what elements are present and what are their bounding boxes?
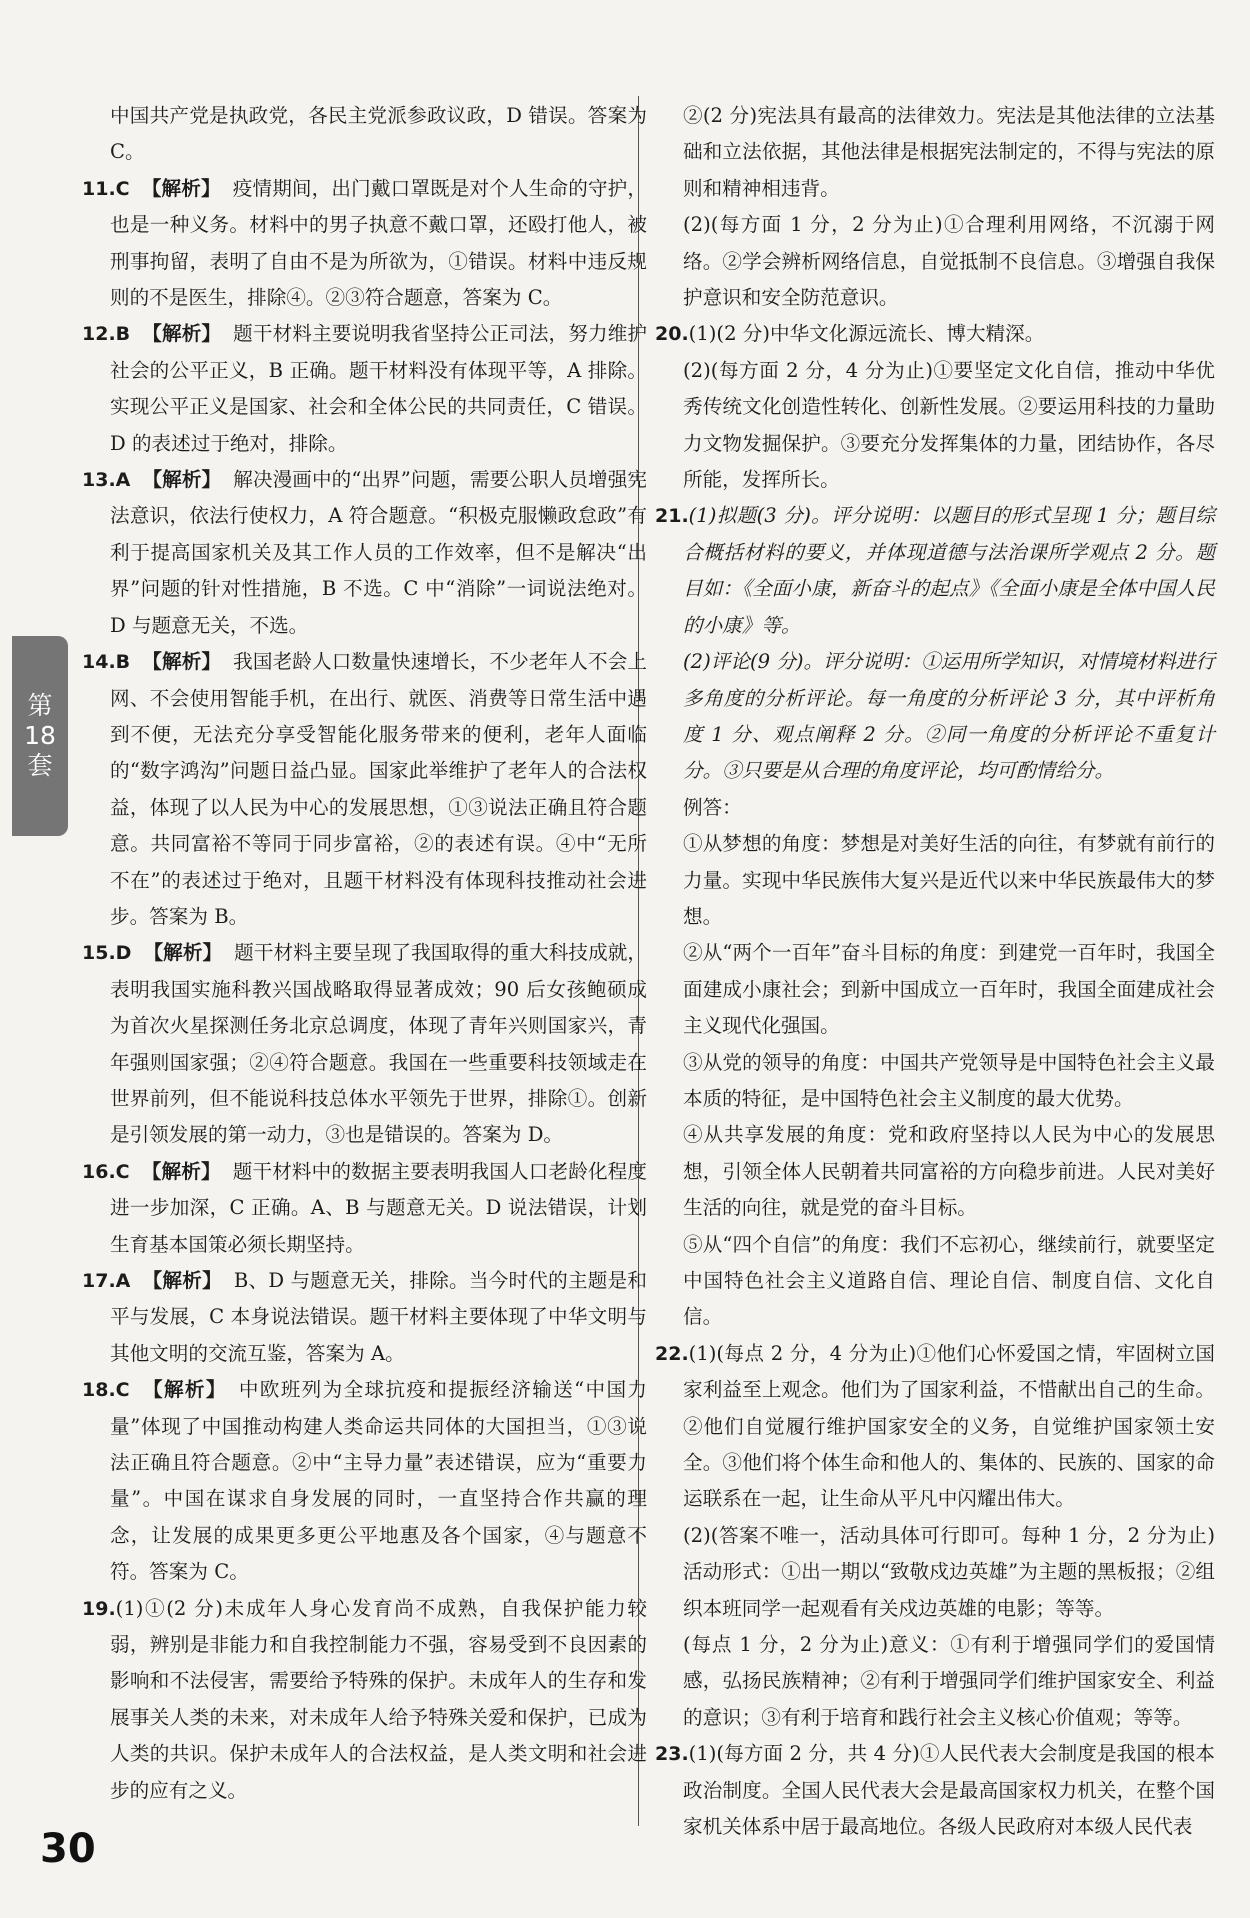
answer-letter: B (115, 651, 131, 674)
answer-13 (82, 462, 647, 644)
analysis-tag: 【解析】 (143, 941, 223, 965)
answer-letter: A (115, 469, 131, 492)
example-point-2: ②从“两个一百年”奋斗目标的角度：到建党一百年时，我国全面建成小康社会；到新中国成立一百年时，我国全面建成社会主义现代化强国。 (683, 941, 1215, 1038)
answer-22-part-1 (655, 1336, 1215, 1518)
answer-text: 解决漫画中的“出界”问题，需要公职人员增强宪法意识，依法行使权力，A 符合题意。“积极克服懒政怠政”有利于提高国家机关及其工作人员的工作效率，但不是解决“出界”问题的针对性措施，B 不选。C 中“消除”一词说法绝对。D 与题意无关，不选。 (110, 468, 647, 637)
question-number: 19. (82, 1597, 116, 1620)
answer-letter: A (115, 1270, 131, 1292)
analysis-tag: 【解析】 (142, 1269, 222, 1292)
question-number: 21. (655, 505, 689, 528)
question-number: 17. (82, 1270, 116, 1292)
answer-text: 中欧班列为全球抗疫和提振经济输送“中国力量”体现了中国推动构建人类命运共同体的大国担当，①③说法正确且符合题意。②中“主导力量”表述错误，应为“重要力量”。中国在谋求自身发展的同时，一直坚持合作共赢的理念，让发展的成果更多更公平地惠及各个国家，④与题意不符。答案为 C。 (110, 1378, 647, 1584)
answer-21-part-2: (2)评论(9 分)。评分说明：①运用所学知识，对情境材料进行多角度的分析评论。每一角度的分析评论 3 分，其中评析角度 1 分、观点阐释 2 分。②同一角度的分析评论不重复计分。③只要是从合理的角度评论，均可酌情给分。 (683, 650, 1215, 783)
question-number: 23. (655, 1743, 689, 1766)
answer-18 (82, 1372, 647, 1590)
answer-letter: C (115, 177, 130, 200)
answer-20-part-1 (655, 316, 1215, 352)
answer-17 (82, 1263, 647, 1372)
side-tab-char-1: 第 (27, 691, 53, 720)
answer-text: 疫情期间，出门戴口罩既是对个人生命的守护，也是一种义务。材料中的男子执意不戴口罩，还殴打他人，被刑事拘留，表明了自由不是为所欲为，①错误。材料中违反规则的不是医生，排除④。②③符合题意，答案为 C。 (110, 176, 648, 310)
answer-12 (82, 316, 647, 462)
analysis-tag: 【解析】 (142, 650, 222, 674)
set-number-tab (12, 636, 68, 836)
answer-text: B、D 与题意无关，排除。当今时代的主题是和平与发展，C 本身说法错误。题干材料主要体现了中华文明与其他文明的交流互鉴，答案为 A。 (110, 1269, 647, 1365)
analysis-tag: 【解析】 (141, 1159, 221, 1183)
question-number: 18. (82, 1379, 116, 1402)
answer-21-part-1 (655, 498, 1215, 644)
answer-14 (82, 644, 647, 935)
answer-11 (82, 171, 647, 317)
analysis-tag: 【解析】 (142, 322, 222, 346)
question-number: 11. (82, 177, 116, 200)
question-number: 13. (82, 469, 116, 492)
example-point-4: ④从共享发展的角度：党和政府坚持以人民为中心的发展思想，引领全体人民朝着共同富裕的方向稳步前进。人民对美好生活的向往，就是党的奋斗目标。 (683, 1123, 1215, 1220)
answer-16 (82, 1154, 647, 1263)
left-column (82, 98, 647, 1809)
answer-text: (1)拟题(3 分)。评分说明：以题目的形式呈现 1 分；题目综合概括材料的要义，并体现道德与法治课所学观点 2 分。题目如：《全面小康，新奋斗的起点》《全面小康是全体中国人民的小康》等。 (683, 504, 1215, 637)
answer-19 (82, 1591, 647, 1809)
question-number: 20. (655, 323, 689, 346)
analysis-tag: 【解析】 (141, 176, 221, 200)
question-number: 16. (82, 1160, 116, 1183)
answer-22-part-3: (每点 1 分，2 分为止)意义：①有利于增强同学们的爱国情感，弘扬民族精神；②有利于增强同学们维护国家安全、利益的意识；③有利于培育和践行社会主义核心价值观；等等。 (683, 1633, 1215, 1729)
example-point-1: ①从梦想的角度：梦想是对美好生活的向往，有梦就有前行的力量。实现中华民族伟大复兴是近代以来中华民族最伟大的梦想。 (683, 832, 1215, 928)
answer-text: (1)(每点 2 分，4 分为止)①他们心怀爱国之情，牢固树立国家利益至上观念。他们为了国家利益，不惜献出自己的生命。②他们自觉履行维护国家安全的义务，自觉维护国家领土安全。③他们将个体生命和他人的、集体的、民族的、国家的命运联系在一起，让生命从平凡中闪耀出伟大。 (683, 1341, 1215, 1511)
question-number: 14. (82, 651, 116, 674)
question-number: 12. (82, 323, 116, 346)
answer-text: (1)(每方面 2 分，共 4 分)①人民代表大会制度是我国的根本政治制度。全国人民代表大会是最高国家权力机关，在整个国家机关体系中居于最高地位。各级人民政府对本级人民代表 (683, 1742, 1215, 1839)
answer-22-part-2: (2)(答案不唯一，活动具体可行即可。每种 1 分，2 分为止)活动形式：①出一期以“致敬戍边英雄”为主题的黑板报；②组织本班同学一起观看有关戍边英雄的电影；等等。 (683, 1523, 1215, 1620)
answer-letter: C (115, 1160, 130, 1183)
answer-letter: B (115, 323, 131, 346)
answer-text: (1)①(2 分)未成年人身心发育尚不成熟，自我保护能力较弱，辨别是非能力和自我控制能力不强，容易受到不良因素的影响和不法侵害，需要给予特殊的保护。未成年人的生存和发展事关人类的未来，对未成年人给予特殊关爱和保护，已成为人类的共识。保护未成年人的合法权益，是人类文明和社会进步的应有之义。 (110, 1596, 647, 1802)
question-number: 15. (82, 942, 116, 965)
example-answer-label: 例答： (683, 795, 742, 819)
page-number: 30 (40, 1826, 96, 1872)
question-number: 22. (655, 1342, 689, 1365)
answer-text: 我国老龄人口数量快速增长，不少老年人不会上网、不会使用智能手机，在出行、就医、消费等日常生活中遇到不便，无法充分享受智能化服务带来的便利，老年人面临的“数字鸿沟”问题日益凸显。国家此举维护了老年人的合法权益，体现了以人民为中心的发展思想，①③说法正确且符合题意。共同富裕不等同于同步富裕，②的表述有误。④中“无所不在”的表述过于绝对，且题干材料没有体现科技推动社会进步。答案为 B。 (110, 650, 648, 928)
answer-letter: D (115, 942, 132, 965)
answer-10-continuation: 中国共产党是执政党，各民主党派参政议政，D 错误。答案为 C。 (110, 104, 647, 164)
example-point-5: ⑤从“四个自信”的角度：我们不忘初心，继续前行，就要坚定中国特色社会主义道路自信、理论自信、制度自信、文化自信。 (683, 1232, 1215, 1329)
analysis-tag: 【解析】 (142, 468, 222, 492)
example-point-3: ③从党的领导的角度：中国共产党领导是中国特色社会主义最本质的特征，是中国特色社会主义制度的最大优势。 (683, 1050, 1215, 1110)
answer-20-part-2: (2)(每方面 2 分，4 分为止)①要坚定文化自信，推动中华优秀传统文化创造性转化、创新性发展。②要运用科技的力量助力文物发掘保护。③要充分发挥集体的力量，团结协作，各尽所能，发挥所长。 (683, 358, 1215, 492)
analysis-tag: 【解析】 (141, 1378, 227, 1402)
answer-19-section-2: (2)(每方面 1 分，2 分为止)①合理利用网络，不沉溺于网络。②学会辨析网络信息，自觉抵制不良信息。③增强自我保护意识和安全防范意识。 (683, 213, 1215, 310)
answer-23-part-1 (655, 1736, 1215, 1845)
answer-text: 题干材料中的数据主要表明我国人口老龄化程度进一步加深，C 正确。A、B 与题意无关。D 说法错误，计划生育基本国策必须长期坚持。 (110, 1159, 648, 1256)
side-tab-number: 18 (24, 721, 56, 750)
answer-text: 题干材料主要呈现了我国取得的重大科技成就，表明我国实施科教兴国战略取得显著成效；90 后女孩鲍硕成为首次火星探测任务北京总调度，体现了青年兴则国家兴，青年强则国家强；②④符合题意。我国在一些重要科技领域走在世界前列，但不能说科技总体水平领先于世界，排除①。创新是引领发展的第一动力，③也是错误的。答案为 D。 (110, 941, 648, 1147)
answer-text: 题干材料主要说明我省坚持公正司法，努力维护社会的公平正义，B 正确。题干材料没有体现平等，A 排除。实现公平正义是国家、社会和全体公民的共同责任，C 错误。D 的表述过于绝对，排除。 (110, 322, 648, 455)
side-tab-char-2: 套 (27, 751, 53, 780)
answer-15 (82, 935, 647, 1153)
answer-19-part-2: ②(2 分)宪法具有最高的法律效力。宪法是其他法律的立法基础和立法依据，其他法律是根据宪法制定的，不得与宪法的原则和精神相违背。 (683, 104, 1215, 200)
answer-letter: C (115, 1379, 130, 1402)
right-column (655, 98, 1215, 1846)
answer-text: (1)(2 分)中华文化源远流长、博大精深。 (688, 322, 1045, 346)
